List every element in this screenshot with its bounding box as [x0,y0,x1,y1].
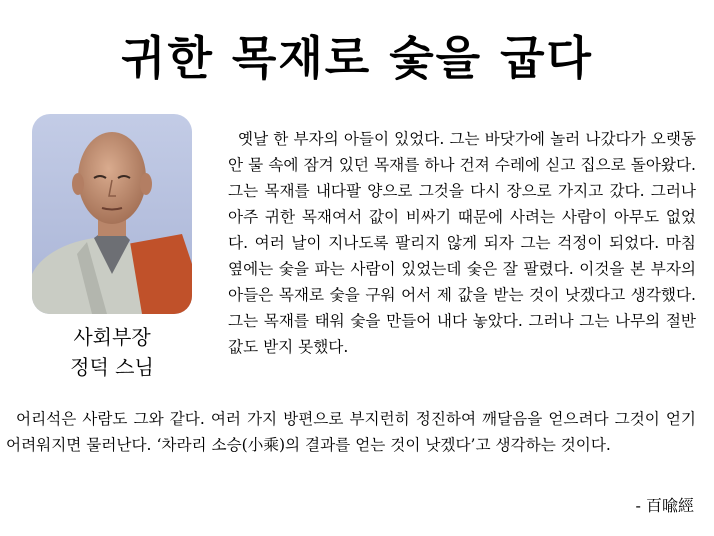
source-citation: - 百喩經 [635,496,694,515]
story-paragraph: 옛날 한 부자의 아들이 있었다. 그는 바닷가에 놀러 나갔다가 오랫동안 물 속에 잠겨 있던 목재를 하나 건져 수레에 싣고 집으로 돌아왔다. 그는 목재를 내다팔 양으로 그것을 다시 장으로 가지고 갔다. 그러나 아주 귀한 목재여서 값이 비싸기 때문에 사려는 사람이 아무도 없었다. 여러 날이 지나도록 팔리지 않게 되자 그는 걱정이 되었다. 마침 옆에는 숯을 파는 사람이 있었는데 숯은 잘 팔렸다. 이것을 본 부자의 아들은 목재로 숯을 구워 어서 제 값을 받는 것이 낫겠다고 생각했다. 그는 목재를 태워 숯을 만들어 내다 놓았다. 그러나 그는 나무의 절반 값도 받지 못했다. [228,130,696,356]
monk-portrait-image [32,114,192,314]
speaker-position: 사회부장 [73,325,151,349]
page-title: 귀한 목재로 숯을 굽다 [121,31,593,85]
moral-paragraph: 어리석은 사람도 그와 같다. 여러 가지 방편으로 부지런히 정진하여 깨달음을 얻으려다 그것이 얻기 어려워지면 물러난다. ‘차라리 소승(小乘)의 결과를 얻는 것이 낫겠다’고 생각하는 것이다. [6,410,696,454]
monk-portrait-icon [32,114,192,314]
speaker-name: 정덕 스님 [70,355,154,379]
speaker-caption [32,322,192,382]
